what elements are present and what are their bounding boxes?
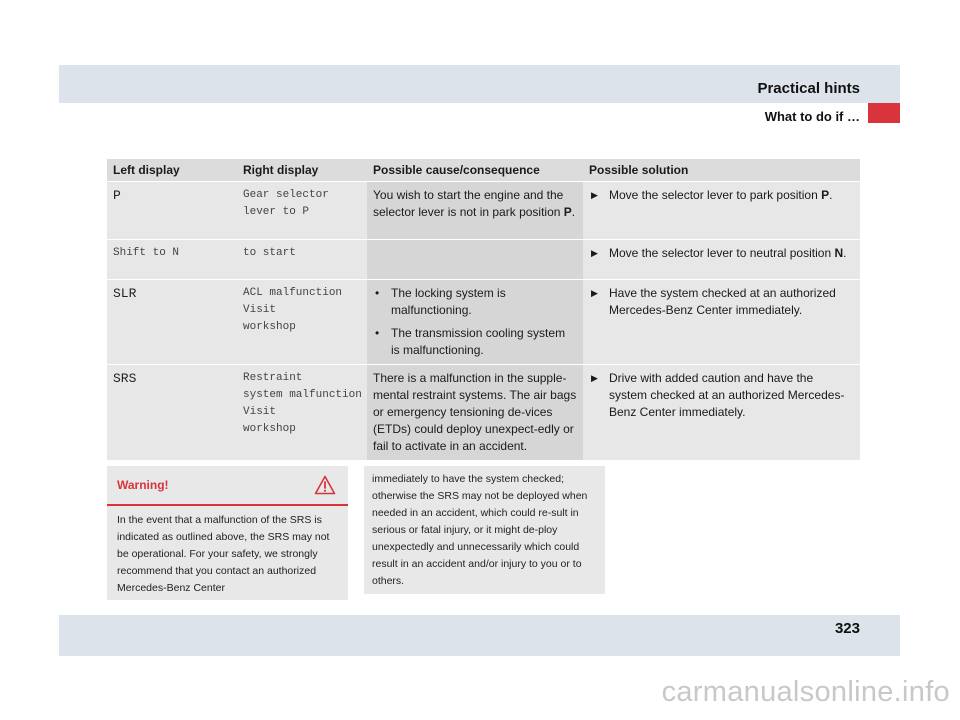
warning-body: In the event that a malfunction of the SRS is indicated as outlined above, the SRS may not be operational. For your safety, we strongly recommend that you contact an authorized Mercedes-Benz Center — [117, 514, 330, 594]
cause-bold: P — [563, 205, 572, 219]
warning-triangle-icon — [314, 475, 336, 495]
right-display-cell — [237, 280, 367, 365]
cause-text-end: . — [571, 205, 576, 219]
arrow-right-icon: ▶ — [591, 248, 598, 258]
right-display-line: Visit — [243, 304, 277, 316]
bullet-icon: • — [375, 286, 380, 300]
warning-title: Warning! — [117, 478, 169, 492]
solution-text-wrap — [609, 187, 832, 204]
right-display-line: workshop — [243, 321, 296, 333]
bullet-icon: • — [375, 326, 380, 340]
footer-band — [59, 615, 900, 656]
column-header-solution: Possible solution — [583, 159, 860, 182]
solution-text: Move the selector lever to neutral position — [609, 246, 835, 260]
cause-cell — [367, 240, 583, 280]
cause-cell — [367, 182, 583, 240]
right-display-line: ACL malfunction — [243, 287, 343, 299]
left-display-cell: SLR — [107, 280, 237, 365]
right-display-cell — [237, 365, 367, 461]
arrow-right-icon: ▶ — [591, 373, 598, 383]
cause-bullet-text: The transmission cooling system is malfunctioning. — [391, 326, 566, 357]
left-display-cell: P — [107, 182, 237, 240]
table-row — [107, 365, 860, 461]
cause-bullet-item — [373, 285, 577, 319]
right-display-cell — [237, 182, 367, 240]
solution-item — [589, 370, 854, 421]
left-display-cell: SRS — [107, 365, 237, 461]
solution-item — [589, 245, 854, 262]
right-display-line: to start — [243, 247, 296, 259]
column-header-right-display: Right display — [237, 159, 367, 182]
right-display-line: Gear selector — [243, 189, 329, 201]
table-row — [107, 240, 860, 280]
cause-bullet-text: The locking system is malfunctioning. — [391, 286, 506, 317]
arrow-right-icon: ▶ — [591, 288, 598, 298]
column-header-cause: Possible cause/consequence — [367, 159, 583, 182]
page-number: 323 — [834, 620, 860, 637]
watermark: carmanualsonline.info — [661, 676, 950, 708]
section-title: Practical hints — [757, 80, 860, 97]
column-header-left-display: Left display — [107, 159, 237, 182]
warning-continuation: immediately to have the system checked; otherwise the SRS may not be deployed when needed in an accident, which could re-sult in serious or fatal injury, or it might de-ploy unexpectedly and unnecessarily which could result in an accident and/or injury to you or to others. — [364, 466, 605, 594]
solution-bold: P — [821, 188, 830, 202]
solution-text-wrap — [609, 245, 846, 262]
solution-text-end: . — [829, 188, 833, 202]
left-display-cell: Shift to N — [107, 240, 237, 280]
solution-text: Move the selector lever to park position — [609, 188, 822, 202]
solution-text: Drive with added caution and have the system checked at an authorized Mercedes-Benz Center immediately. — [609, 371, 845, 419]
cause-bullet-item — [373, 325, 577, 359]
warning-header — [107, 466, 348, 506]
solution-cell — [583, 280, 860, 365]
cause-cell — [367, 280, 583, 365]
right-display-cell — [237, 240, 367, 280]
warning-box — [107, 466, 348, 600]
right-display-line: Restraint — [243, 372, 303, 384]
cause-cell — [367, 365, 583, 461]
right-display-line: system malfunction — [243, 389, 362, 401]
right-display-line: lever to P — [243, 206, 310, 218]
table-header-row — [107, 159, 860, 182]
right-display-line: Visit — [243, 406, 277, 418]
solution-cell — [583, 240, 860, 280]
table-row — [107, 280, 860, 365]
solution-item — [589, 285, 854, 319]
troubleshooting-table — [107, 159, 860, 460]
arrow-right-icon: ▶ — [591, 190, 598, 200]
cause-text: You wish to start the engine and the selector lever is not in park position — [373, 188, 564, 219]
solution-cell — [583, 365, 860, 461]
right-display-line: workshop — [243, 423, 296, 435]
cause-text: There is a malfunction in the supple-mental restraint systems. The air bags or emergency tensioning de-vices (ETDs) could deploy unexpect-edly or fail to activate in an accident. — [373, 371, 577, 453]
solution-item — [589, 187, 854, 204]
solution-text-end: . — [843, 246, 847, 260]
solution-text: Have the system checked at an authorized Mercedes-Benz Center immediately. — [609, 286, 836, 317]
solution-bold: N — [834, 246, 844, 260]
subsection-title: What to do if … — [764, 109, 860, 124]
solution-cell — [583, 182, 860, 240]
table-row — [107, 182, 860, 240]
chapter-tab — [868, 103, 900, 123]
